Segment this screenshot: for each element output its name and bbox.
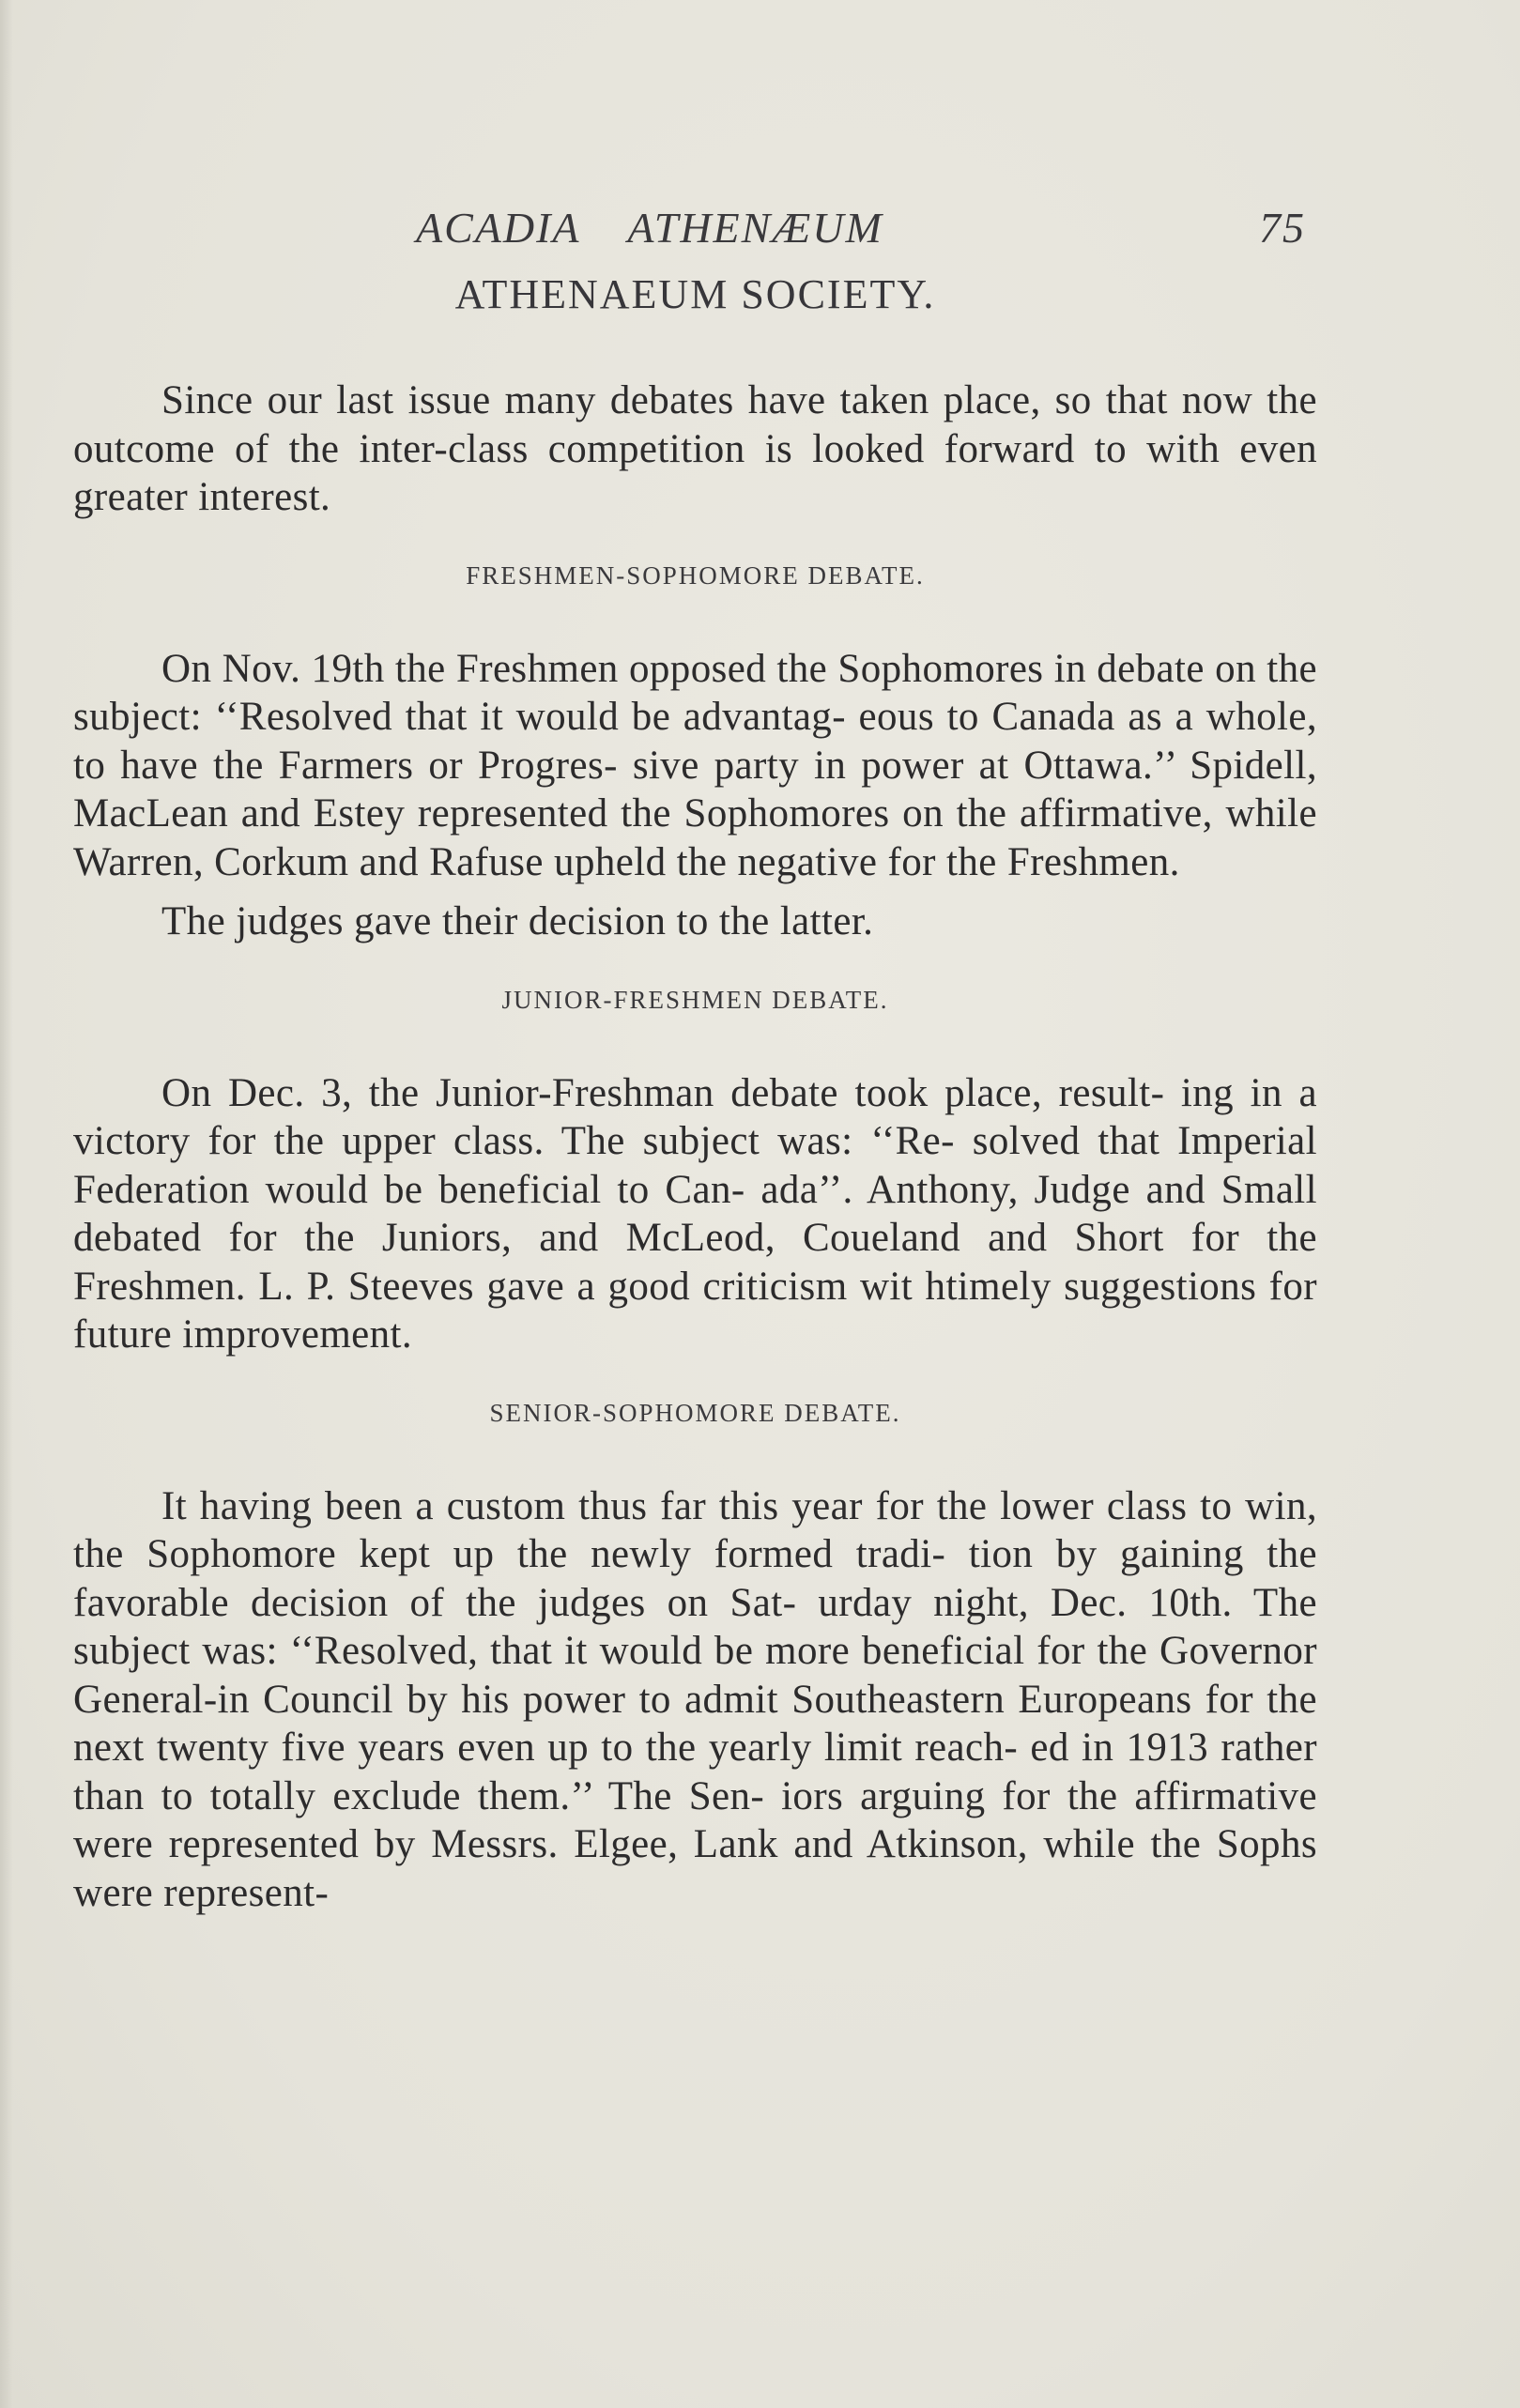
article-title: ATHENAEUM SOCIETY. — [454, 271, 936, 317]
section-title-junior-freshmen: JUNIOR-FRESHMEN DEBATE. — [501, 985, 889, 1014]
running-header — [73, 199, 1317, 265]
page-text-block — [73, 199, 1317, 1917]
section-title-senior-sophomore: SENIOR-SOPHOMORE DEBATE. — [489, 1398, 901, 1427]
page-edge-shadow — [0, 0, 13, 2408]
intro-paragraph: Since our last issue many debates have taken place, so that now the outcome of the inter-class competition is looked forward to with even greater interest. — [73, 378, 1317, 519]
page-number: 75 — [1259, 204, 1306, 252]
running-title: ACADIA ATHENÆUM — [416, 204, 883, 252]
section-title-freshmen-sophomore: FRESHMEN-SOPHOMORE DEBATE. — [466, 560, 925, 590]
section-paragraph: On Dec. 3, the Junior-Freshman debate took place, result- ing in a victory for the upper class. The subject was: ‘‘Re- solved that Imperial Federation would be beneficial to Can- ada’’. Anthony, Judge and Small debated for the Juniors, and McLeod, Coueland and Short for the Freshmen. L. P. Steeves gave a good criticism wit htimely suggestions for future improvement. — [73, 1070, 1317, 1357]
section-paragraph: On Nov. 19th the Freshmen opposed the Sophomores in debate on the subject: ‘‘Resolved that it would be advantag- eous to Canada as a whole, to have the Farmers or Progres- sive party in power at Ottawa.’’ Spidell, MacLean and Estey represented the Sophomores on the affirmative, while Warren, Corkum and Rafuse upheld the negative for the Freshmen. — [73, 646, 1317, 884]
section-paragraph: It having been a custom thus far this year for the lower class to win, the Sophomore kept up the newly formed tradi- tion by gaining the favorable decision of the judges on Sat- urday night, Dec. 10th. The subject was: ‘‘Resolved, that it would be more beneficial for the Governor General-in Council by his power to admit Southeastern Europeans for the next twenty five years even up to the yearly limit reach- ed in 1913 rather than to totally exclude them.’’ The Sen- iors arguing for the affirmative were represented by Messrs. Elgee, Lank and Atkinson, while the Sophs were represent- — [73, 1483, 1317, 1915]
section-paragraph: The judges gave their decision to the latter. — [161, 899, 874, 943]
